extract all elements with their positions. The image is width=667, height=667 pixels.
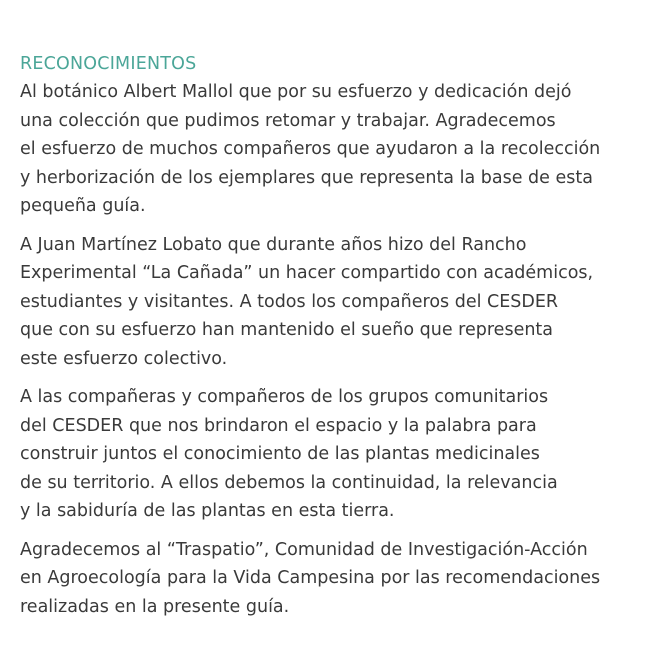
- paragraph-line: Agradecemos al “Traspatio”, Comunidad de Investigación-Acción: [20, 539, 588, 560]
- section-heading: RECONOCIMIENTOS: [20, 54, 197, 74]
- paragraph-line: y herborización de los ejemplares que representa la base de esta: [20, 167, 593, 188]
- paragraph-traspatio: [20, 536, 650, 622]
- paragraph-line: una colección que pudimos retomar y trabajar. Agradecemos: [20, 110, 556, 131]
- paragraph-juan-martinez: [20, 231, 650, 374]
- paragraph-line: y la sabiduría de las plantas en esta tierra.: [20, 501, 395, 521]
- paragraph-line: Experimental “La Cañada” un hacer compartido con académicos,: [20, 263, 594, 283]
- paragraph-line: del CESDER que nos brindaron el espacio y la palabra para: [20, 415, 537, 436]
- paragraph-line: pequeña guía.: [20, 196, 146, 216]
- paragraph-line: de su territorio. A ellos debemos la continuidad, la relevancia: [20, 472, 558, 493]
- paragraph-line: este esfuerzo colectivo.: [20, 348, 228, 369]
- paragraph-line: el esfuerzo de muchos compañeros que ayudaron a la recolección: [20, 139, 601, 159]
- document-page: [20, 50, 650, 631]
- paragraph-albert-mallol: [20, 78, 650, 221]
- paragraph-line: que con su esfuerzo han mantenido el sueño que representa: [20, 320, 554, 340]
- paragraph-line: en Agroecología para la Vida Campesina por las recomendaciones: [20, 568, 601, 588]
- paragraph-line: Al botánico Albert Mallol que por su esfuerzo y dedicación dejó: [20, 82, 572, 102]
- paragraph-line: construir juntos el conocimiento de las plantas medicinales: [20, 444, 540, 464]
- paragraph-grupos-comunitarios: [20, 383, 650, 526]
- paragraph-line: A las compañeras y compañeros de los grupos comunitarios: [20, 387, 549, 407]
- paragraph-line: estudiantes y visitantes. A todos los compañeros del CESDER: [20, 291, 559, 312]
- paragraph-line: A Juan Martínez Lobato que durante años hizo del Rancho: [20, 234, 527, 255]
- paragraph-line: realizadas en la presente guía.: [20, 596, 290, 617]
